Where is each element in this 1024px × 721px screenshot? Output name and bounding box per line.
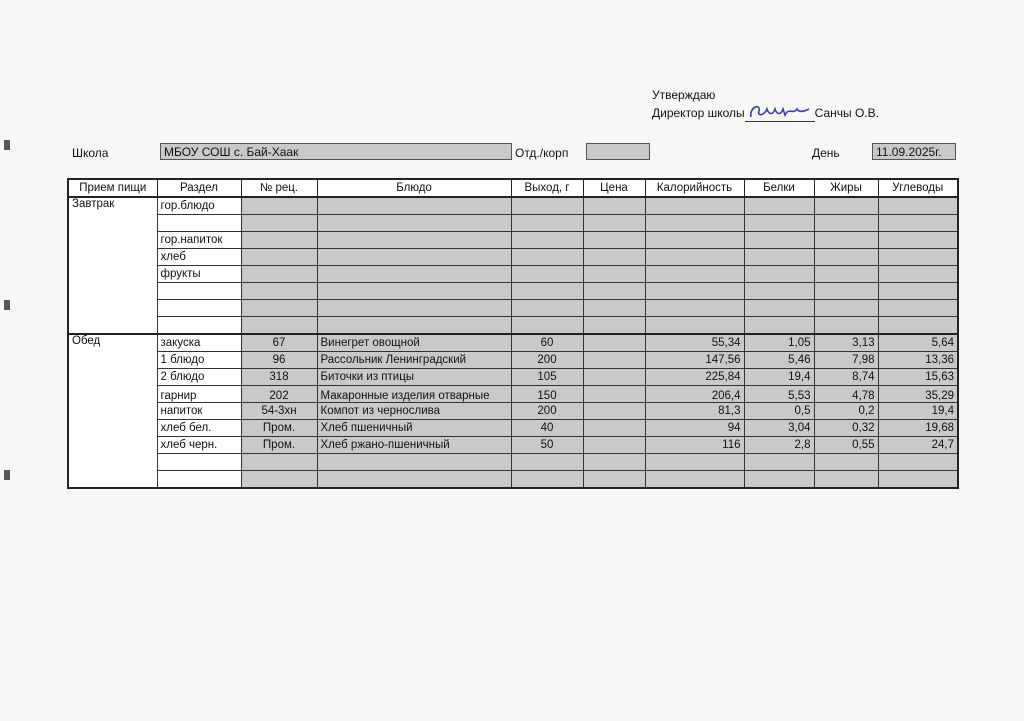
cell-cal — [645, 471, 744, 489]
day-field[interactable]: 11.09.2025г. — [872, 143, 956, 160]
cell-out: 50 — [511, 437, 583, 454]
cell-cal — [645, 249, 744, 266]
cell-rec: 54-3хн — [241, 403, 317, 420]
cell-price — [583, 386, 645, 403]
cell-c: 24,7 — [878, 437, 958, 454]
breakfast-label: Завтрак — [68, 197, 157, 334]
cell-c — [878, 215, 958, 232]
section-cell: гор.блюдо — [157, 197, 241, 215]
cell-f: 3,13 — [814, 334, 878, 352]
col-header: Калорийность — [645, 179, 744, 197]
col-header: Выход, г — [511, 179, 583, 197]
cell-f — [814, 300, 878, 317]
cell-p: 0,5 — [744, 403, 814, 420]
cell-out — [511, 300, 583, 317]
cell-p: 2,8 — [744, 437, 814, 454]
cell-f: 0,55 — [814, 437, 878, 454]
cell-out — [511, 232, 583, 249]
cell-rec: Пром. — [241, 437, 317, 454]
cell-rec — [241, 232, 317, 249]
table-row — [68, 215, 958, 232]
cell-price — [583, 334, 645, 352]
cell-f — [814, 197, 878, 215]
cell-dish: Хлеб ржано-пшеничный — [317, 437, 511, 454]
cell-c — [878, 232, 958, 249]
cell-p — [744, 215, 814, 232]
cell-price — [583, 403, 645, 420]
director-label: Директор школы — [652, 106, 745, 120]
cell-price — [583, 454, 645, 471]
cell-out: 150 — [511, 386, 583, 403]
cell-rec — [241, 215, 317, 232]
lunch-label: Обед — [68, 334, 157, 488]
cell-out — [511, 283, 583, 300]
cell-out — [511, 249, 583, 266]
cell-f — [814, 249, 878, 266]
cell-f — [814, 471, 878, 489]
cell-dish — [317, 266, 511, 283]
director-name: Санчы О.В. — [814, 106, 879, 120]
table-row — [68, 317, 958, 335]
cell-cal — [645, 215, 744, 232]
cell-cal — [645, 197, 744, 215]
section-cell: 1 блюдо — [157, 352, 241, 369]
cell-dish: Хлеб пшеничный — [317, 420, 511, 437]
scan-mark — [4, 300, 10, 310]
cell-price — [583, 471, 645, 489]
cell-f — [814, 454, 878, 471]
cell-cal: 225,84 — [645, 369, 744, 386]
cell-cal — [645, 317, 744, 335]
cell-cal: 206,4 — [645, 386, 744, 403]
section-cell: хлеб бел. — [157, 420, 241, 437]
col-header: Блюдо — [317, 179, 511, 197]
table-row — [68, 369, 958, 386]
cell-c — [878, 266, 958, 283]
dept-label: Отд./корп — [515, 146, 569, 160]
table-row — [68, 283, 958, 300]
cell-c — [878, 249, 958, 266]
cell-price — [583, 266, 645, 283]
table-row — [68, 471, 958, 489]
cell-out: 40 — [511, 420, 583, 437]
cell-c: 13,36 — [878, 352, 958, 369]
section-cell — [157, 317, 241, 335]
cell-dish: Компот из чернослива — [317, 403, 511, 420]
cell-dish — [317, 197, 511, 215]
cell-rec — [241, 471, 317, 489]
cell-p: 19,4 — [744, 369, 814, 386]
section-cell — [157, 283, 241, 300]
section-cell: хлеб — [157, 249, 241, 266]
cell-c — [878, 283, 958, 300]
cell-rec — [241, 454, 317, 471]
cell-out — [511, 317, 583, 335]
cell-c: 5,64 — [878, 334, 958, 352]
cell-out: 200 — [511, 352, 583, 369]
cell-rec: 96 — [241, 352, 317, 369]
cell-dish: Винегрет овощной — [317, 334, 511, 352]
section-cell: фрукты — [157, 266, 241, 283]
cell-dish — [317, 215, 511, 232]
cell-out — [511, 266, 583, 283]
cell-c — [878, 317, 958, 335]
cell-rec: 318 — [241, 369, 317, 386]
cell-cal — [645, 266, 744, 283]
cell-price — [583, 197, 645, 215]
cell-out: 200 — [511, 403, 583, 420]
cell-price — [583, 300, 645, 317]
cell-p: 5,46 — [744, 352, 814, 369]
cell-f — [814, 232, 878, 249]
section-cell: напиток — [157, 403, 241, 420]
cell-c: 35,29 — [878, 386, 958, 403]
section-cell — [157, 215, 241, 232]
table-row — [68, 197, 958, 215]
cell-cal — [645, 454, 744, 471]
section-cell: гор.напиток — [157, 232, 241, 249]
cell-p — [744, 249, 814, 266]
cell-p — [744, 266, 814, 283]
cell-cal — [645, 283, 744, 300]
cell-p: 5,53 — [744, 386, 814, 403]
cell-dish — [317, 283, 511, 300]
table-row — [68, 454, 958, 471]
table-row — [68, 266, 958, 283]
cell-price — [583, 420, 645, 437]
cell-p — [744, 471, 814, 489]
cell-dish — [317, 317, 511, 335]
col-header: Белки — [744, 179, 814, 197]
cell-cal: 116 — [645, 437, 744, 454]
scan-mark — [4, 470, 10, 480]
section-cell: гарнир — [157, 386, 241, 403]
table-row — [68, 420, 958, 437]
cell-rec — [241, 249, 317, 266]
cell-rec — [241, 300, 317, 317]
cell-f: 7,98 — [814, 352, 878, 369]
cell-dish: Рассольник Ленинградский — [317, 352, 511, 369]
table-row — [68, 352, 958, 369]
cell-dish: Биточки из птицы — [317, 369, 511, 386]
col-header: Цена — [583, 179, 645, 197]
table-row — [68, 300, 958, 317]
table-row — [68, 232, 958, 249]
cell-cal — [645, 232, 744, 249]
cell-price — [583, 369, 645, 386]
cell-c — [878, 197, 958, 215]
approval-block — [652, 86, 879, 122]
cell-dish — [317, 232, 511, 249]
cell-c: 19,68 — [878, 420, 958, 437]
table-row — [68, 386, 958, 403]
cell-c — [878, 471, 958, 489]
cell-price — [583, 317, 645, 335]
cell-dish — [317, 471, 511, 489]
cell-p — [744, 454, 814, 471]
cell-price — [583, 352, 645, 369]
col-header: Углеводы — [878, 179, 958, 197]
cell-dish — [317, 249, 511, 266]
cell-c: 15,63 — [878, 369, 958, 386]
cell-p — [744, 232, 814, 249]
col-header: Раздел — [157, 179, 241, 197]
cell-rec — [241, 283, 317, 300]
table-row — [68, 334, 958, 352]
section-cell — [157, 471, 241, 489]
cell-rec — [241, 197, 317, 215]
cell-rec — [241, 317, 317, 335]
school-field[interactable]: МБОУ СОШ с. Бай-Хаак — [160, 143, 512, 160]
cell-rec: 202 — [241, 386, 317, 403]
table-header — [68, 179, 958, 197]
cell-price — [583, 437, 645, 454]
cell-dish — [317, 300, 511, 317]
col-header: № рец. — [241, 179, 317, 197]
dept-field[interactable] — [586, 143, 650, 160]
cell-price — [583, 232, 645, 249]
col-header: Прием пищи — [68, 179, 157, 197]
cell-price — [583, 249, 645, 266]
school-label: Школа — [72, 146, 109, 160]
scan-mark — [4, 140, 10, 150]
cell-dish: Макаронные изделия отварные — [317, 386, 511, 403]
cell-out — [511, 197, 583, 215]
table-row — [68, 249, 958, 266]
cell-rec: Пром. — [241, 420, 317, 437]
signature — [745, 107, 815, 122]
cell-p — [744, 317, 814, 335]
cell-out: 60 — [511, 334, 583, 352]
cell-rec — [241, 266, 317, 283]
cell-f — [814, 317, 878, 335]
cell-f: 8,74 — [814, 369, 878, 386]
cell-out — [511, 471, 583, 489]
cell-c — [878, 454, 958, 471]
cell-f — [814, 266, 878, 283]
section-cell: 2 блюдо — [157, 369, 241, 386]
cell-p — [744, 197, 814, 215]
cell-out: 105 — [511, 369, 583, 386]
cell-f: 4,78 — [814, 386, 878, 403]
cell-cal: 81,3 — [645, 403, 744, 420]
cell-rec: 67 — [241, 334, 317, 352]
section-cell — [157, 300, 241, 317]
approval-title: Утверждаю — [652, 88, 716, 102]
cell-dish — [317, 454, 511, 471]
cell-cal: 55,34 — [645, 334, 744, 352]
cell-cal: 147,56 — [645, 352, 744, 369]
cell-cal — [645, 300, 744, 317]
cell-price — [583, 283, 645, 300]
table-row — [68, 403, 958, 420]
cell-cal: 94 — [645, 420, 744, 437]
cell-p: 1,05 — [744, 334, 814, 352]
section-cell — [157, 454, 241, 471]
day-label: День — [812, 146, 840, 160]
cell-out — [511, 215, 583, 232]
section-cell: закуска — [157, 334, 241, 352]
director-line — [652, 104, 879, 122]
cell-c — [878, 300, 958, 317]
cell-f: 0,32 — [814, 420, 878, 437]
cell-p — [744, 283, 814, 300]
menu-table — [67, 178, 959, 489]
cell-p — [744, 300, 814, 317]
cell-f — [814, 283, 878, 300]
signature-icon — [747, 101, 813, 125]
cell-p: 3,04 — [744, 420, 814, 437]
table-row — [68, 437, 958, 454]
col-header: Жиры — [814, 179, 878, 197]
cell-f: 0,2 — [814, 403, 878, 420]
cell-f — [814, 215, 878, 232]
cell-c: 19,4 — [878, 403, 958, 420]
section-cell: хлеб черн. — [157, 437, 241, 454]
cell-price — [583, 215, 645, 232]
cell-out — [511, 454, 583, 471]
